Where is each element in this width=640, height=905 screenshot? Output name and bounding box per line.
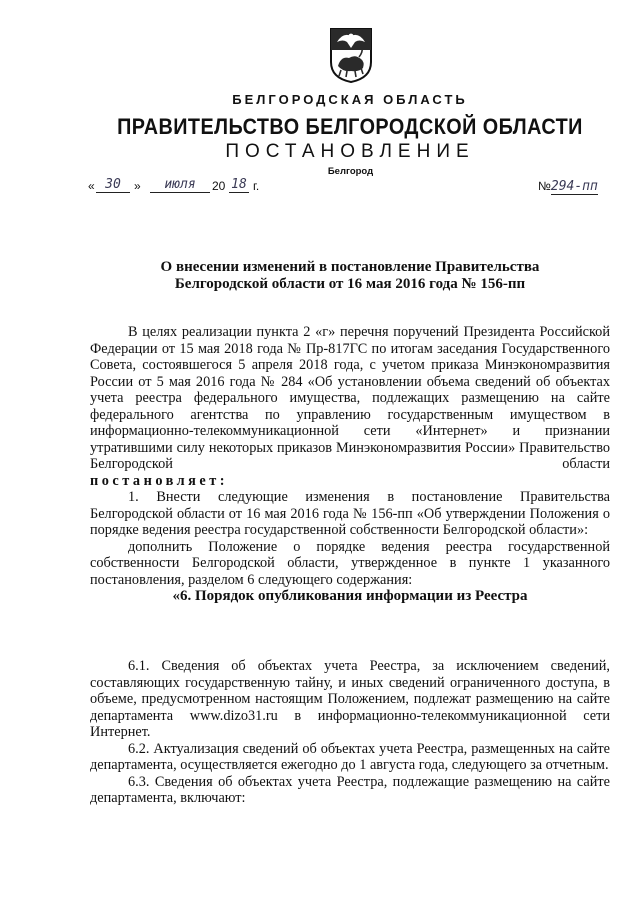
paragraph-6-2: 6.2. Актуализация сведений об объектах учета Реестра, размещенных на сайте департамента, осуществляется ежегодно до 1 августа года, следующего за отчетным. (90, 740, 610, 773)
date-close-quote: » (134, 179, 141, 193)
resolves-word: постановляет: (90, 472, 229, 489)
government-name: ПРАВИТЕЛЬСТВО БЕЛГОРОДСКОЙ ОБЛАСТИ (117, 114, 583, 139)
body-upper (90, 324, 610, 605)
date-year-abbr: г. (253, 179, 260, 193)
item-1-paragraph: 1. Внести следующие изменения в постановление Правительства Белгородской области от 16 мая 2016 года № 156-пп «Об утверждении Положения о порядке ведения реестра государственной собственности Белгородской области»: (90, 489, 610, 538)
region-name: БЕЛГОРОДСКАЯ ОБЛАСТЬ (232, 92, 468, 107)
paragraph-6-1: 6.1. Сведения об объектах учета Реестра, за исключением сведений, составляющих государственную тайну, и иных сведений ограниченного доступа, в объеме, предусмотренном настоящим Положением, подлежат размещению на сайте департамента www.dizo31.ru в информационно-телекоммуникационной сети Интернет. (90, 658, 610, 740)
title-line-2: Белгородской области от 16 мая 2016 года № 156-пп (174, 276, 526, 292)
city-name: Белгород (327, 166, 374, 177)
number-value: 294-пп (550, 179, 598, 194)
body-lower (90, 658, 610, 807)
document-number (538, 179, 598, 195)
supplement-paragraph: дополнить Положение о порядке ведения реестра государственной собственности Белгородской области, утвержденное в пункте 1 указанного постановления, разделом 6 следующего содержания: (90, 538, 610, 588)
date-month: июля (150, 177, 210, 193)
date-year-suffix: 18 (229, 177, 249, 193)
number-sign: № (538, 179, 551, 193)
coat-of-arms-icon (329, 26, 373, 84)
paragraph-6-3: 6.3. Сведения об объектах учета Реестра, подлежащие размещению на сайте департамента, включают: (90, 773, 610, 806)
date-year-prefix: 20 (212, 179, 226, 193)
document-type: ПОСТАНОВЛЕНИЕ (225, 141, 475, 162)
section-6-heading: «6. Порядок опубликования информации из Реестра (172, 588, 528, 604)
document-title (60, 259, 640, 293)
preamble-paragraph: В целях реализации пункта 2 «г» перечня поручений Президента Российской Федерации от 15 мая 2018 года № Пр-817ГС по итогам заседания Государственного Совета, состоявшегося 5 апреля 2018 года, с учетом приказа Минэкономразвития России от 5 мая 2016 года № 284 «Об установлении объема сведений об объектах учета реестра федерального имущества, подлежащих размещению на сайте федерального агентства по управлению государственным имуществом в информационно-телекоммуникационной сети «Интернет» и признании утратившими силу некоторых приказов Минэкономразвития России» Правительство Белгородской области (90, 324, 610, 472)
date-day: 30 (96, 177, 130, 193)
date-open-quote: « (88, 179, 95, 193)
title-line-1: О внесении изменений в постановление Правительства (160, 259, 540, 275)
